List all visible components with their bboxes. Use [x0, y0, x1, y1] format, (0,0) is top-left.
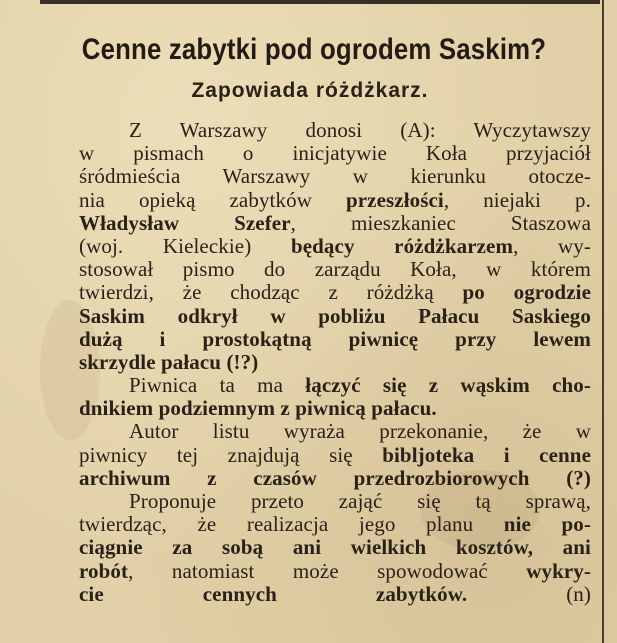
article-line [79, 513, 591, 536]
bold-text-segment: nie po- [503, 512, 591, 537]
article-line [79, 536, 591, 559]
text-segment: (woj. Kieleckie) [79, 233, 291, 258]
text-segment: stosował pismo do zarządu Koła, w którem [79, 257, 591, 282]
article-line [79, 420, 591, 443]
text-segment: w pismach o inicjatywie Koła przyjaciół [79, 141, 591, 166]
bold-text-segment: dnikiem podziemnym z piwnicą pałacu. [79, 396, 437, 421]
bold-text-segment: archiwum z czasów przedrozbiorowych (?) [79, 465, 591, 490]
text-segment: , wy- [513, 233, 591, 258]
article-line [79, 189, 591, 212]
bold-text-segment: bibljoteka i cenne [382, 442, 591, 467]
bold-text-segment: po ogrodzie [462, 280, 591, 305]
article-line [79, 374, 591, 397]
article-line [79, 305, 591, 328]
top-rule [40, 0, 600, 4]
bold-text-segment: Saskim odkrył w pobliżu Pałacu Saskiego [79, 303, 591, 328]
bold-text-segment: robót [79, 558, 129, 583]
article-headline: Cenne zabytki pod ogrodem Saskim? [81, 33, 547, 66]
article-line [79, 281, 591, 304]
text-segment: Z Warszawy donosi (A): Wyczytawszy [129, 118, 591, 142]
text-segment: Proponuje przeto zająć się tą sprawą, [129, 489, 591, 513]
article-line [79, 490, 591, 513]
text-segment: Piwnica ta ma [129, 373, 306, 398]
article-line [79, 142, 591, 165]
text-segment: śródmieścia Warszawy w kierunku otocze- [79, 164, 591, 189]
text-segment: (n) [467, 581, 591, 606]
article-line [79, 235, 591, 258]
text-segment: , mieszkaniec Staszowa [290, 210, 592, 235]
article-line [79, 560, 591, 583]
article-line [79, 165, 591, 188]
article-line [79, 583, 591, 606]
text-segment: , niejaki p. [443, 187, 591, 212]
bold-text-segment: ciągnie za sobą ani wielkich kosztów, ani [79, 535, 591, 560]
article-line [79, 397, 591, 420]
bold-text-segment: skrzydle pałacu (!?) [79, 349, 259, 374]
bold-text-segment: będący różdżkarzem [290, 233, 514, 258]
column-divider [602, 0, 604, 643]
bold-text-segment: dużą i prostokątną piwnicę przy lewem [79, 326, 591, 351]
bold-text-segment: cie cennych zabytków. [79, 581, 468, 606]
text-segment: , natomiast może spowodować [128, 558, 527, 583]
adjacent-column-fragment [606, 0, 617, 643]
article-line [79, 119, 591, 142]
bold-text-segment: Władysław Szefer [79, 210, 291, 235]
next-article-fragment [70, 634, 570, 643]
article-line [79, 444, 591, 467]
text-segment: twierdzi, że chodząc z różdżką [79, 280, 463, 305]
article-line [79, 212, 591, 235]
text-segment: piwnicy tej znajdują się [79, 442, 383, 467]
article-line [79, 258, 591, 281]
article-subheadline: Zapowiada różdżkarz. [191, 79, 429, 102]
bold-text-segment: wykry- [526, 558, 591, 583]
article-line [79, 351, 591, 374]
bold-text-segment: łączyć się z wąskim cho- [305, 373, 591, 398]
text-segment: nia opieką zabytków [79, 187, 346, 212]
text-segment: twierdząc, że realizacja jego planu [79, 512, 504, 537]
text-segment: Autor listu wyraża przekonanie, że w [129, 419, 591, 444]
article-body [79, 119, 591, 606]
bold-text-segment: przeszłości [345, 187, 444, 212]
article-line [79, 467, 591, 490]
article-line [79, 328, 591, 351]
